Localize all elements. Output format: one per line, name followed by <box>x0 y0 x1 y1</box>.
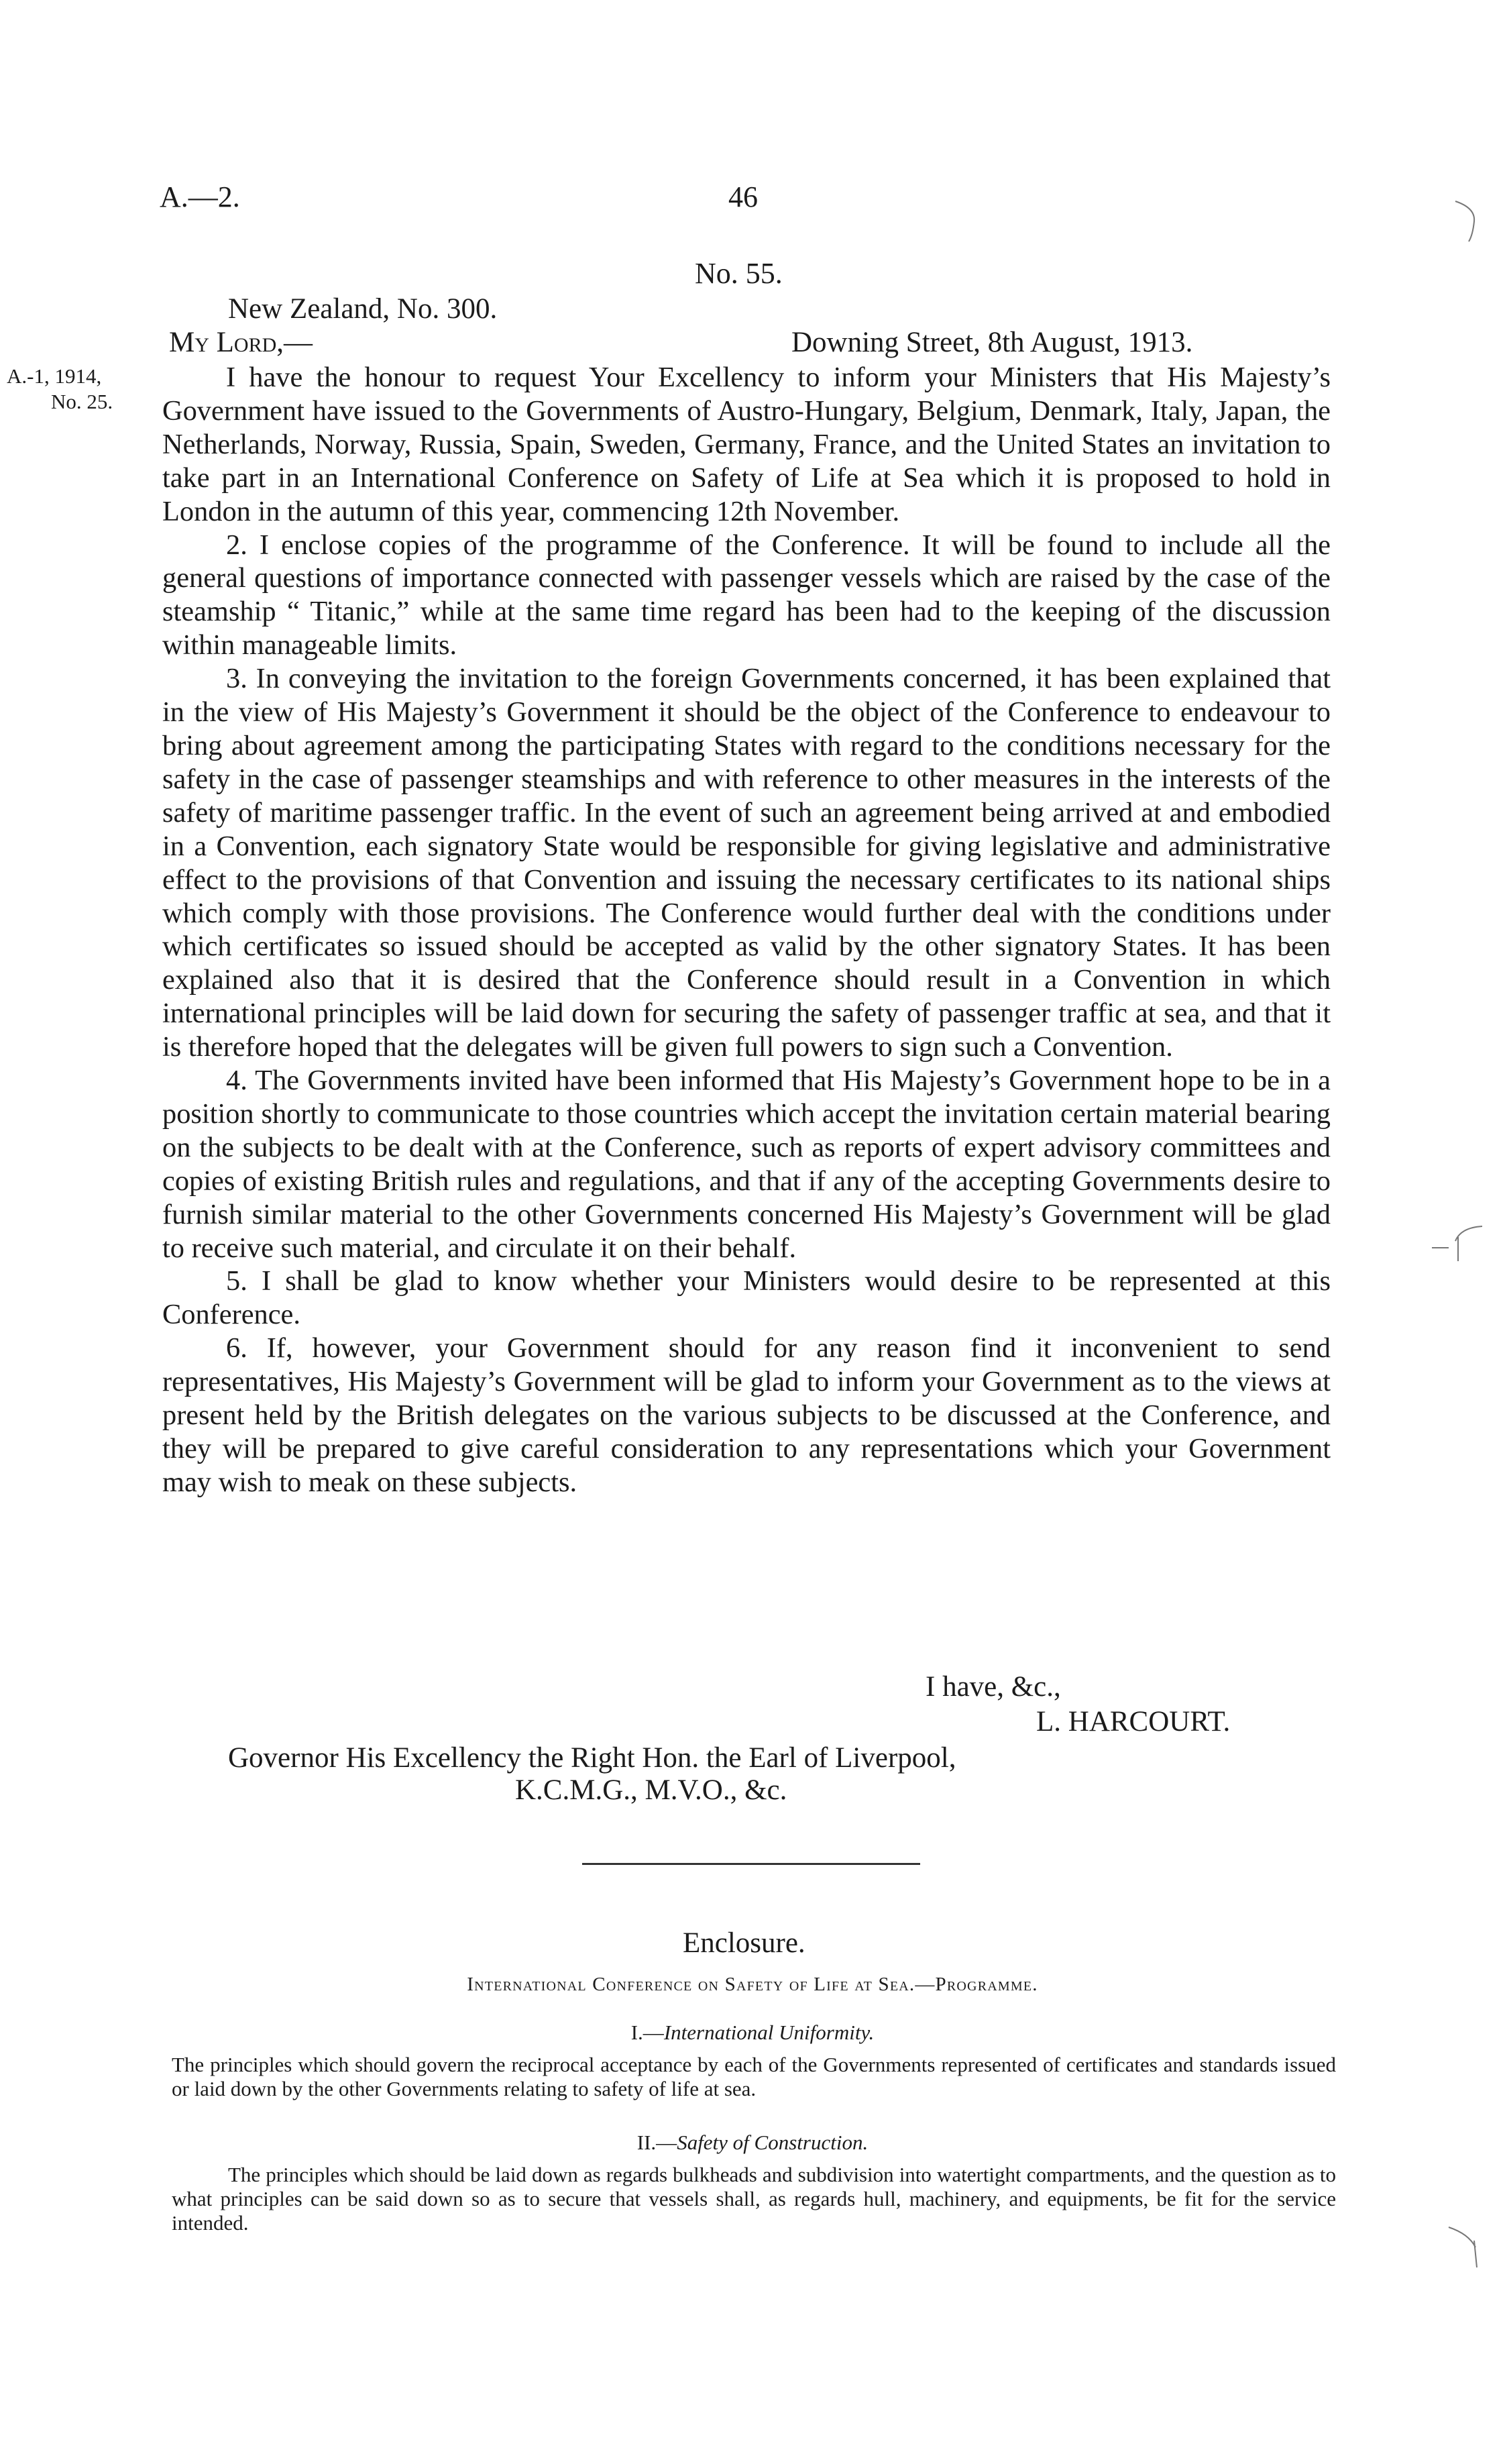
page-number: 46 <box>728 180 758 213</box>
margin-pen-mark-middle <box>1429 1221 1489 1268</box>
closing: I have, &c., <box>926 1671 1061 1703</box>
paragraph-1: I have the honour to request Your Excellency to inform your Ministers that His Majesty’s Government have issued to the Governments of Austro-Hungary, Belgium, Denmark, Italy, Japan, the Netherlands, Norway, Russia, Spain, Sweden, Germany, France, and the United States an invitation to take part in an International Conference on Safety of Life at Sea which it is proposed to hold in London in the autumn of this year, commencing 12th November. <box>162 362 1331 527</box>
margin-reference-line2: No. 25. <box>51 390 113 413</box>
margin-pen-mark-bottom <box>1442 2214 1489 2274</box>
section-1-text <box>172 2053 1336 2101</box>
margin-reference <box>7 364 113 415</box>
section-2-text <box>172 2163 1336 2235</box>
paragraph-4: 4. The Governments invited have been informed that His Majesty’s Government hope to be in a position shortly to communicate to those countries which accept the invitation certain material bearing on the subjects to be dealt with at the Conference, such as reports of expert advisory committees and copies of existing British rules and regulations, and that if any of the accepting Governments desire to furnish similar material to the other Governments concerned His Majesty’s Government will be glad to receive such material, and circulate it on their behalf. <box>162 1065 1331 1264</box>
programme-title: International Conference on Safety of Life at Sea.—Programme. <box>467 1974 1038 1995</box>
section-2-heading <box>0 2131 1505 2155</box>
paragraph-2: 2. I enclose copies of the programme of the Conference. It will be found to include all the general questions of importance connected with passenger vessels which are raised by the case of the steamship “ Titanic,” while at the same time regard has been had to the keeping of the discussion within manageable limits. <box>162 529 1331 661</box>
paragraph-3: 3. In conveying the invitation to the foreign Governments concerned, it has been explained that in the view of His Majesty’s Government it should be the object of the Conference to endeavour to bring about agreement among the participating States with regard to the conditions necessary for the safety in the case of passenger steamships and with reference to other measures in the interests of the safety of maritime passenger traffic. In the event of such an agreement being arrived at and embodied in a Convention, each signatory State would be responsible for giving legislative and administrative effect to the provisions of that Convention and issuing the necessary certificates to its national ships which comply with those provisions. The Conference would further deal with the conditions under which certificates so issued should be accepted as valid by the other signatory States. It has been explained also that it is desired that the Conference should result in a Convention in which international principles will be laid down for securing the safety of passenger traffic at sea, and that it is therefore hoped that the delegates will be given full powers to sign such a Convention. <box>162 663 1331 1063</box>
section-1-number: I.— <box>630 2021 664 2044</box>
section-2-paragraph: The principles which should be laid down as regards bulkheads and subdivision into watertight compartments, and the question as to what principles can be said down so as to secure that vessels shall, as regards hull, machinery, and equipments, be fit for the service intended. <box>172 2163 1336 2235</box>
addressee-line1: Governor His Excellency the Right Hon. the Earl of Liverpool, <box>228 1742 956 1774</box>
margin-pen-mark-top <box>1449 195 1489 248</box>
salutation: My Lord,— <box>169 327 313 358</box>
letter-body <box>162 361 1331 1499</box>
place-date: Downing Street, 8th August, 1913. <box>791 327 1193 358</box>
section-1-title: International Uniformity. <box>663 2021 875 2044</box>
paragraph-5: 5. I shall be glad to know whether your Ministers would desire to be represented at this Conference. <box>162 1265 1331 1331</box>
section-1-paragraph: The principles which should govern the reciprocal acceptance by each of the Governments represented of certificates and standards issued or laid down by the other Governments relating to safety of life at sea. <box>172 2053 1336 2100</box>
section-2-number: II.— <box>636 2131 677 2154</box>
margin-reference-line1: A.-1, 1914, <box>7 364 102 388</box>
sender-line: New Zealand, No. 300. <box>228 293 498 325</box>
section-2-title: Safety of Construction. <box>677 2131 869 2154</box>
divider <box>582 1863 920 1865</box>
section-1-heading <box>0 2021 1505 2045</box>
addressee-line2: K.C.M.G., M.V.O., &c. <box>515 1774 787 1806</box>
enclosure-title: Enclosure. <box>683 1927 805 1959</box>
paragraph-6: 6. If, however, your Government should for any reason find it inconvenient to send representatives, His Majesty’s Government will be glad to inform your Government as to the views at present held by the British delegates on the various subjects to be discussed at the Conference, and they will be prepared to give careful consideration to any representations which your Government may wish to meak on these subjects. <box>162 1332 1331 1498</box>
signature: L. HARCOURT. <box>1036 1706 1231 1737</box>
document-number: No. 55. <box>695 257 783 290</box>
header-reference: A.—2. <box>160 180 240 213</box>
